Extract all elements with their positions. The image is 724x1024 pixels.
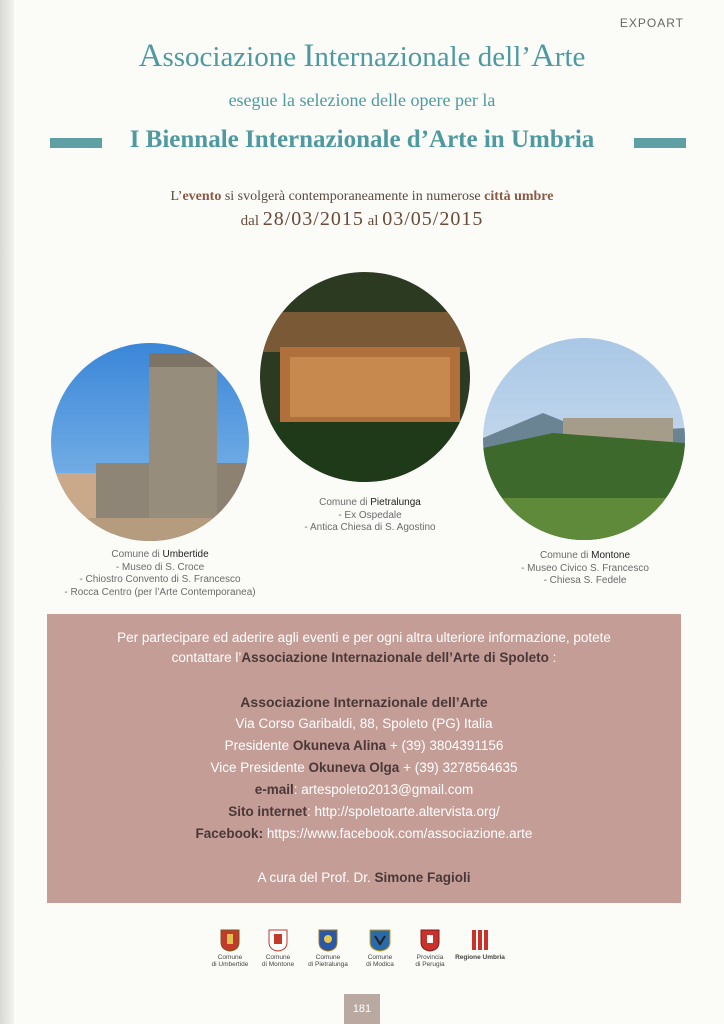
curator-line: A cura del Prof. Dr. Simone Fagioli: [257, 870, 471, 885]
email-line: e-mail: artespoleto2013@gmail.com: [254, 782, 474, 797]
biennale-heading: I Biennale Internazionale d’Arte in Umbria: [129, 126, 595, 153]
association-name: Associazione Internazionale dell’Arte: [240, 694, 488, 710]
facebook-link[interactable]: https://www.facebook.com/associazione.arte: [263, 826, 533, 841]
address: Via Corso Garibaldi, 88, Spoleto (PG) Italia: [235, 716, 493, 731]
event-line: L’evento si svolgerà contemporaneamente in numerose città umbre: [170, 189, 554, 204]
montone-logo: Comune di Montone: [248, 928, 308, 968]
vice-president-line: Vice Presidente Okuneva Olga + (39) 3278564635: [210, 760, 518, 775]
president-line: Presidente Okuneva Alina + (39) 3804391156: [224, 738, 504, 753]
website-link[interactable]: : http://spoletoarte.altervista.org/: [306, 804, 500, 819]
email-link[interactable]: : artespoleto2013@gmail.com: [293, 782, 474, 797]
sponsor-logos: [200, 928, 530, 976]
contact-box: [47, 614, 681, 903]
subtitle: esegue la selezione delle opere per la: [228, 90, 496, 110]
regione-umbria-logo: Regione Umbria: [450, 928, 510, 961]
venue-caption-umbertide: Comune di Umbertide - Museo di S. Croce - Chiostro Convento di S. Francesco - Rocca Centro (per l’Arte Contemporanea): [64, 549, 256, 598]
perugia-logo: Provincia di Perugia: [400, 928, 460, 968]
modica-logo: Comune di Modica: [350, 928, 410, 968]
section-tag: EXPOART: [619, 16, 684, 30]
page-number: 181: [344, 994, 380, 1024]
decorative-bar-right: [634, 138, 686, 148]
pietralunga-photo: [260, 272, 470, 482]
contact-intro: Per partecipare ed aderire agli eventi e per ogni altra ulteriore informazione, potete: [117, 630, 611, 645]
page-title: Associazione Internazionale dell’Arte: [138, 38, 586, 74]
date-range: dal 28/03/2015 al 03/05/2015: [240, 208, 484, 230]
pietralunga-logo: Comune di Pietralunga: [298, 928, 358, 968]
montone-photo: [483, 338, 685, 540]
venue-caption-montone: Comune di Montone - Museo Civico S. Francesco - Chiesa S. Fedele: [521, 550, 649, 586]
contact-intro-2: contattare l’Associazione Internazionale dell’Arte di Spoleto :: [171, 650, 557, 665]
website-line: Sito internet: http://spoletoarte.altervista.org/: [228, 804, 500, 819]
venue-caption-pietralunga: Comune di Pietralunga - Ex Ospedale - Antica Chiesa di S. Agostino: [304, 497, 436, 533]
umbertide-photo: [51, 343, 249, 541]
umbertide-logo: Comune di Umbertide: [200, 928, 260, 968]
facebook-line: Facebook: https://www.facebook.com/associazione.arte: [195, 826, 533, 841]
